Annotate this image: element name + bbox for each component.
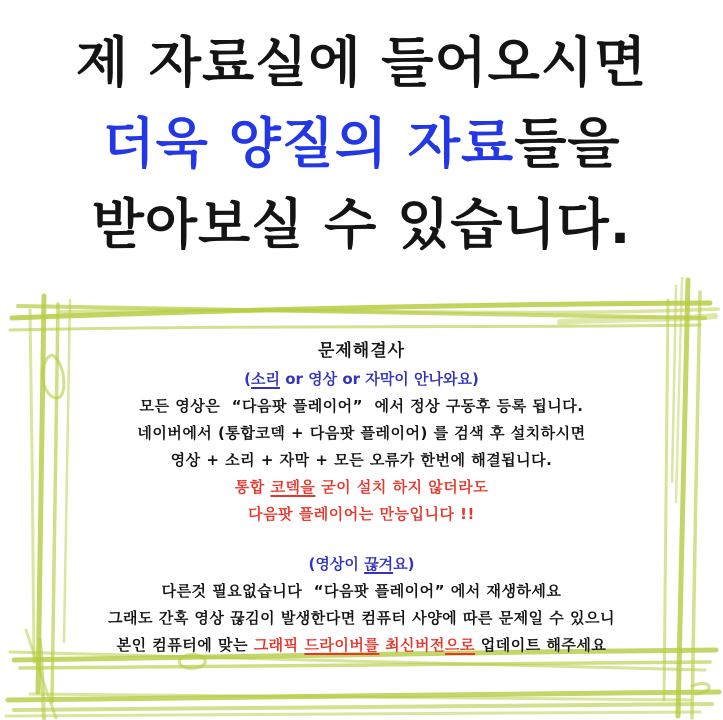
headline-line-3-text: 받아보실 수 있습니다. bbox=[91, 193, 632, 256]
section1-header-open: ( bbox=[244, 370, 252, 388]
headline-line-2 bbox=[0, 103, 723, 184]
headline-line-1-text: 제 자료실에 들어오시면 bbox=[75, 31, 648, 94]
section1-line-3: 영상 + 소리 + 자막 + 모든 오류가 한번에 해결됩니다. bbox=[170, 451, 553, 469]
headline-line-1 bbox=[0, 22, 723, 103]
section2-line-1: 다른것 필요없습니다 “다음팟 플레이어” 에서 재생하세요 bbox=[161, 582, 562, 600]
red1-underlined: 코덱을 bbox=[270, 478, 316, 496]
section2-header-b: 요) bbox=[393, 555, 415, 573]
section-gap bbox=[40, 528, 683, 549]
section2-line3-black-a: 본인 컴퓨터에 맞는 bbox=[116, 636, 254, 654]
section2-line3-red-b: 최신버전 bbox=[379, 636, 446, 654]
headline-line-2-blue-text: 더욱 양질의 자료 bbox=[102, 112, 515, 175]
section2-header-a: (영상이 bbox=[308, 555, 365, 573]
headline bbox=[0, 22, 723, 265]
section2-header-underlined: 끊겨 bbox=[364, 555, 394, 573]
headline-line-2-black-text: 들을 bbox=[514, 112, 621, 175]
section2-line3-red-underlined-1: 드라이버를 bbox=[304, 636, 380, 654]
section2-line3-red-a: 그래픽 bbox=[253, 636, 305, 654]
notice-title: 문제해결사 bbox=[317, 341, 406, 361]
section1-red-line-1 bbox=[40, 474, 683, 501]
section2-line3-red-underlined-2: 으로 bbox=[445, 636, 476, 654]
headline-line-3 bbox=[0, 184, 723, 265]
section2-header bbox=[40, 551, 683, 578]
notice-box bbox=[40, 338, 683, 659]
section2-line-3 bbox=[40, 632, 683, 659]
section2-line3-black-b: 업데이트 해주세요 bbox=[475, 636, 607, 654]
section1-line-1: 모든 영상은 “다음팟 플레이어” 에서 정상 구동후 등록 됩니다. bbox=[139, 397, 584, 415]
section1-line-2: 네이버에서 (통합코덱 + 다음팟 플레이어) 를 검색 후 설치하시면 bbox=[137, 424, 586, 442]
section1-red-line-2: 다음팟 플레이어는 만능입니다 !! bbox=[248, 505, 475, 523]
section1-header bbox=[40, 366, 683, 393]
red1-text-a: 통합 bbox=[234, 478, 271, 496]
section2-line-2: 그래도 간혹 영상 끊김이 발생한다면 컴퓨터 사양에 따른 문제일 수 있으니 bbox=[108, 609, 615, 627]
red1-text-b: 굳이 설치 하지 않더라도 bbox=[315, 478, 489, 496]
section1-header-underlined: 소리 bbox=[251, 370, 281, 388]
section1-header-rest: or 영상 or 자막이 안나와요) bbox=[280, 370, 479, 388]
